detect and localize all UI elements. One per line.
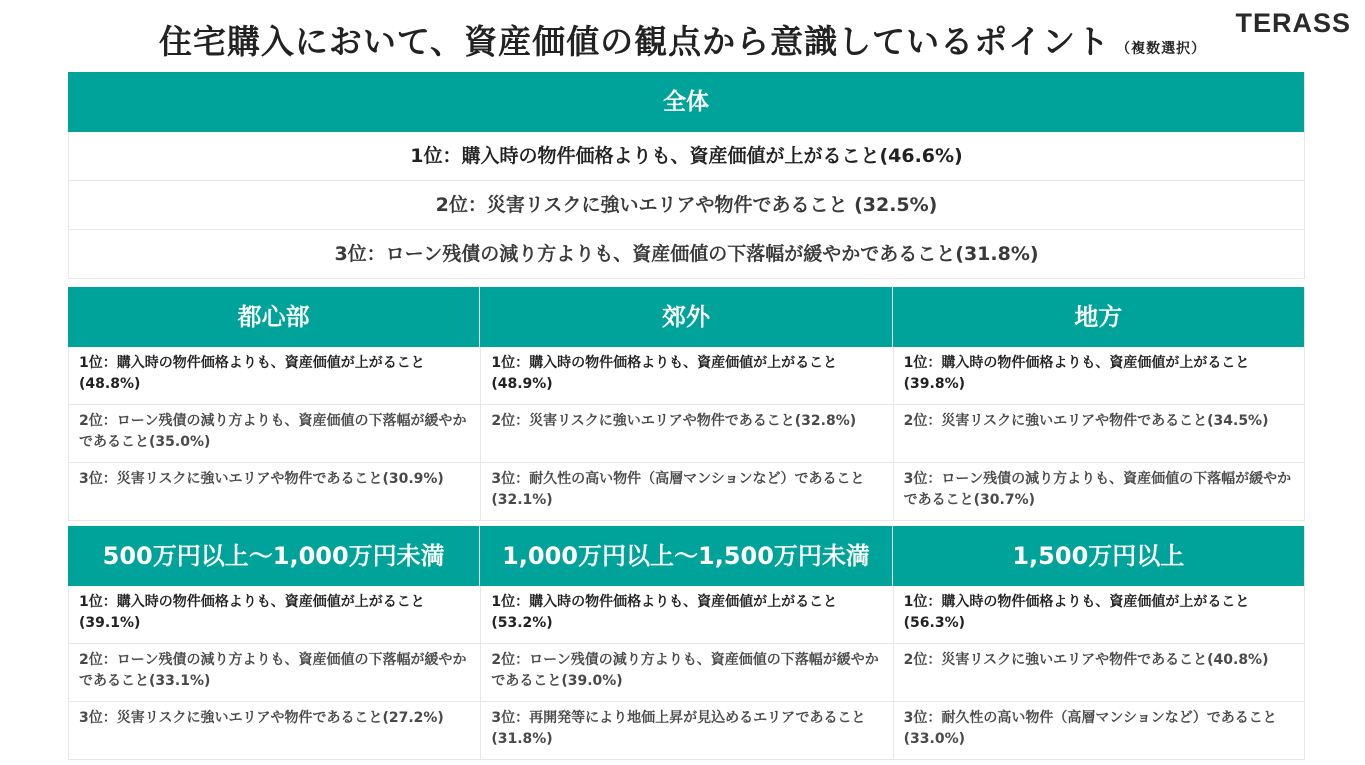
table-cell: 2位：災害リスクに強いエリアや物件であること(32.8%) bbox=[480, 405, 892, 463]
terass-logo: TERASS bbox=[1235, 8, 1351, 38]
overall-rank-1: 1位：購入時の物件価格よりも、資産価値が上がること(46.6%) bbox=[68, 132, 1305, 181]
table-cell: 2位：災害リスクに強いエリアや物件であること(34.5%) bbox=[893, 405, 1305, 463]
income-header-500-1000: 500万円以上～1,000万円未満 bbox=[68, 526, 480, 586]
income-column-500-1000 bbox=[68, 526, 480, 760]
income-table bbox=[68, 526, 1305, 760]
table-cell: 2位：ローン残債の減り方よりも、資産価値の下落幅が緩やかであること(35.0%) bbox=[68, 405, 480, 463]
table-cell: 3位：再開発等により地価上昇が見込めるエリアであること(31.8%) bbox=[480, 702, 892, 760]
overall-rank-3: 3位：ローン残債の減り方よりも、資産価値の下落幅が緩やかであること(31.8%) bbox=[68, 230, 1305, 279]
table-cell: 1位：購入時の物件価格よりも、資産価値が上がること(48.9%) bbox=[480, 347, 892, 405]
region-column-rural bbox=[893, 287, 1305, 521]
table-cell: 1位：購入時の物件価格よりも、資産価値が上がること(39.1%) bbox=[68, 586, 480, 644]
table-cell: 3位：耐久性の高い物件（高層マンションなど）であること(32.1%) bbox=[480, 463, 892, 521]
table-cell: 3位：災害リスクに強いエリアや物件であること(27.2%) bbox=[68, 702, 480, 760]
overall-rank-2: 2位：災害リスクに強いエリアや物件であること (32.5%) bbox=[68, 181, 1305, 230]
title-note: （複数選択） bbox=[1116, 41, 1207, 57]
table-cell: 1位：購入時の物件価格よりも、資産価値が上がること(48.8%) bbox=[68, 347, 480, 405]
income-header-1500-plus: 1,500万円以上 bbox=[893, 526, 1305, 586]
income-column-1000-1500 bbox=[480, 526, 892, 760]
region-table bbox=[68, 287, 1305, 521]
table-cell: 1位：購入時の物件価格よりも、資産価値が上がること(56.3%) bbox=[893, 586, 1305, 644]
table-cell: 3位：ローン残債の減り方よりも、資産価値の下落幅が緩やかであること(30.7%) bbox=[893, 463, 1305, 521]
overall-header: 全体 bbox=[68, 72, 1305, 132]
income-column-1500-plus bbox=[893, 526, 1305, 760]
region-header-urban: 都心部 bbox=[68, 287, 480, 347]
region-header-suburb: 郊外 bbox=[480, 287, 892, 347]
page-title bbox=[0, 16, 1365, 63]
region-header-rural: 地方 bbox=[893, 287, 1305, 347]
region-column-suburb bbox=[480, 287, 892, 521]
region-column-urban bbox=[68, 287, 480, 521]
overall-table bbox=[68, 72, 1305, 279]
table-cell: 1位：購入時の物件価格よりも、資産価値が上がること(39.8%) bbox=[893, 347, 1305, 405]
table-cell: 3位：耐久性の高い物件（高層マンションなど）であること(33.0%) bbox=[893, 702, 1305, 760]
income-header-1000-1500: 1,000万円以上～1,500万円未満 bbox=[480, 526, 892, 586]
table-cell: 2位：ローン残債の減り方よりも、資産価値の下落幅が緩やかであること(39.0%) bbox=[480, 644, 892, 702]
table-cell: 2位：災害リスクに強いエリアや物件であること(40.8%) bbox=[893, 644, 1305, 702]
table-cell: 1位：購入時の物件価格よりも、資産価値が上がること(53.2%) bbox=[480, 586, 892, 644]
title-text: 住宅購入において、資産価値の観点から意識しているポイント bbox=[158, 22, 1111, 61]
table-cell: 2位：ローン残債の減り方よりも、資産価値の下落幅が緩やかであること(33.1%) bbox=[68, 644, 480, 702]
table-cell: 3位：災害リスクに強いエリアや物件であること(30.9%) bbox=[68, 463, 480, 521]
